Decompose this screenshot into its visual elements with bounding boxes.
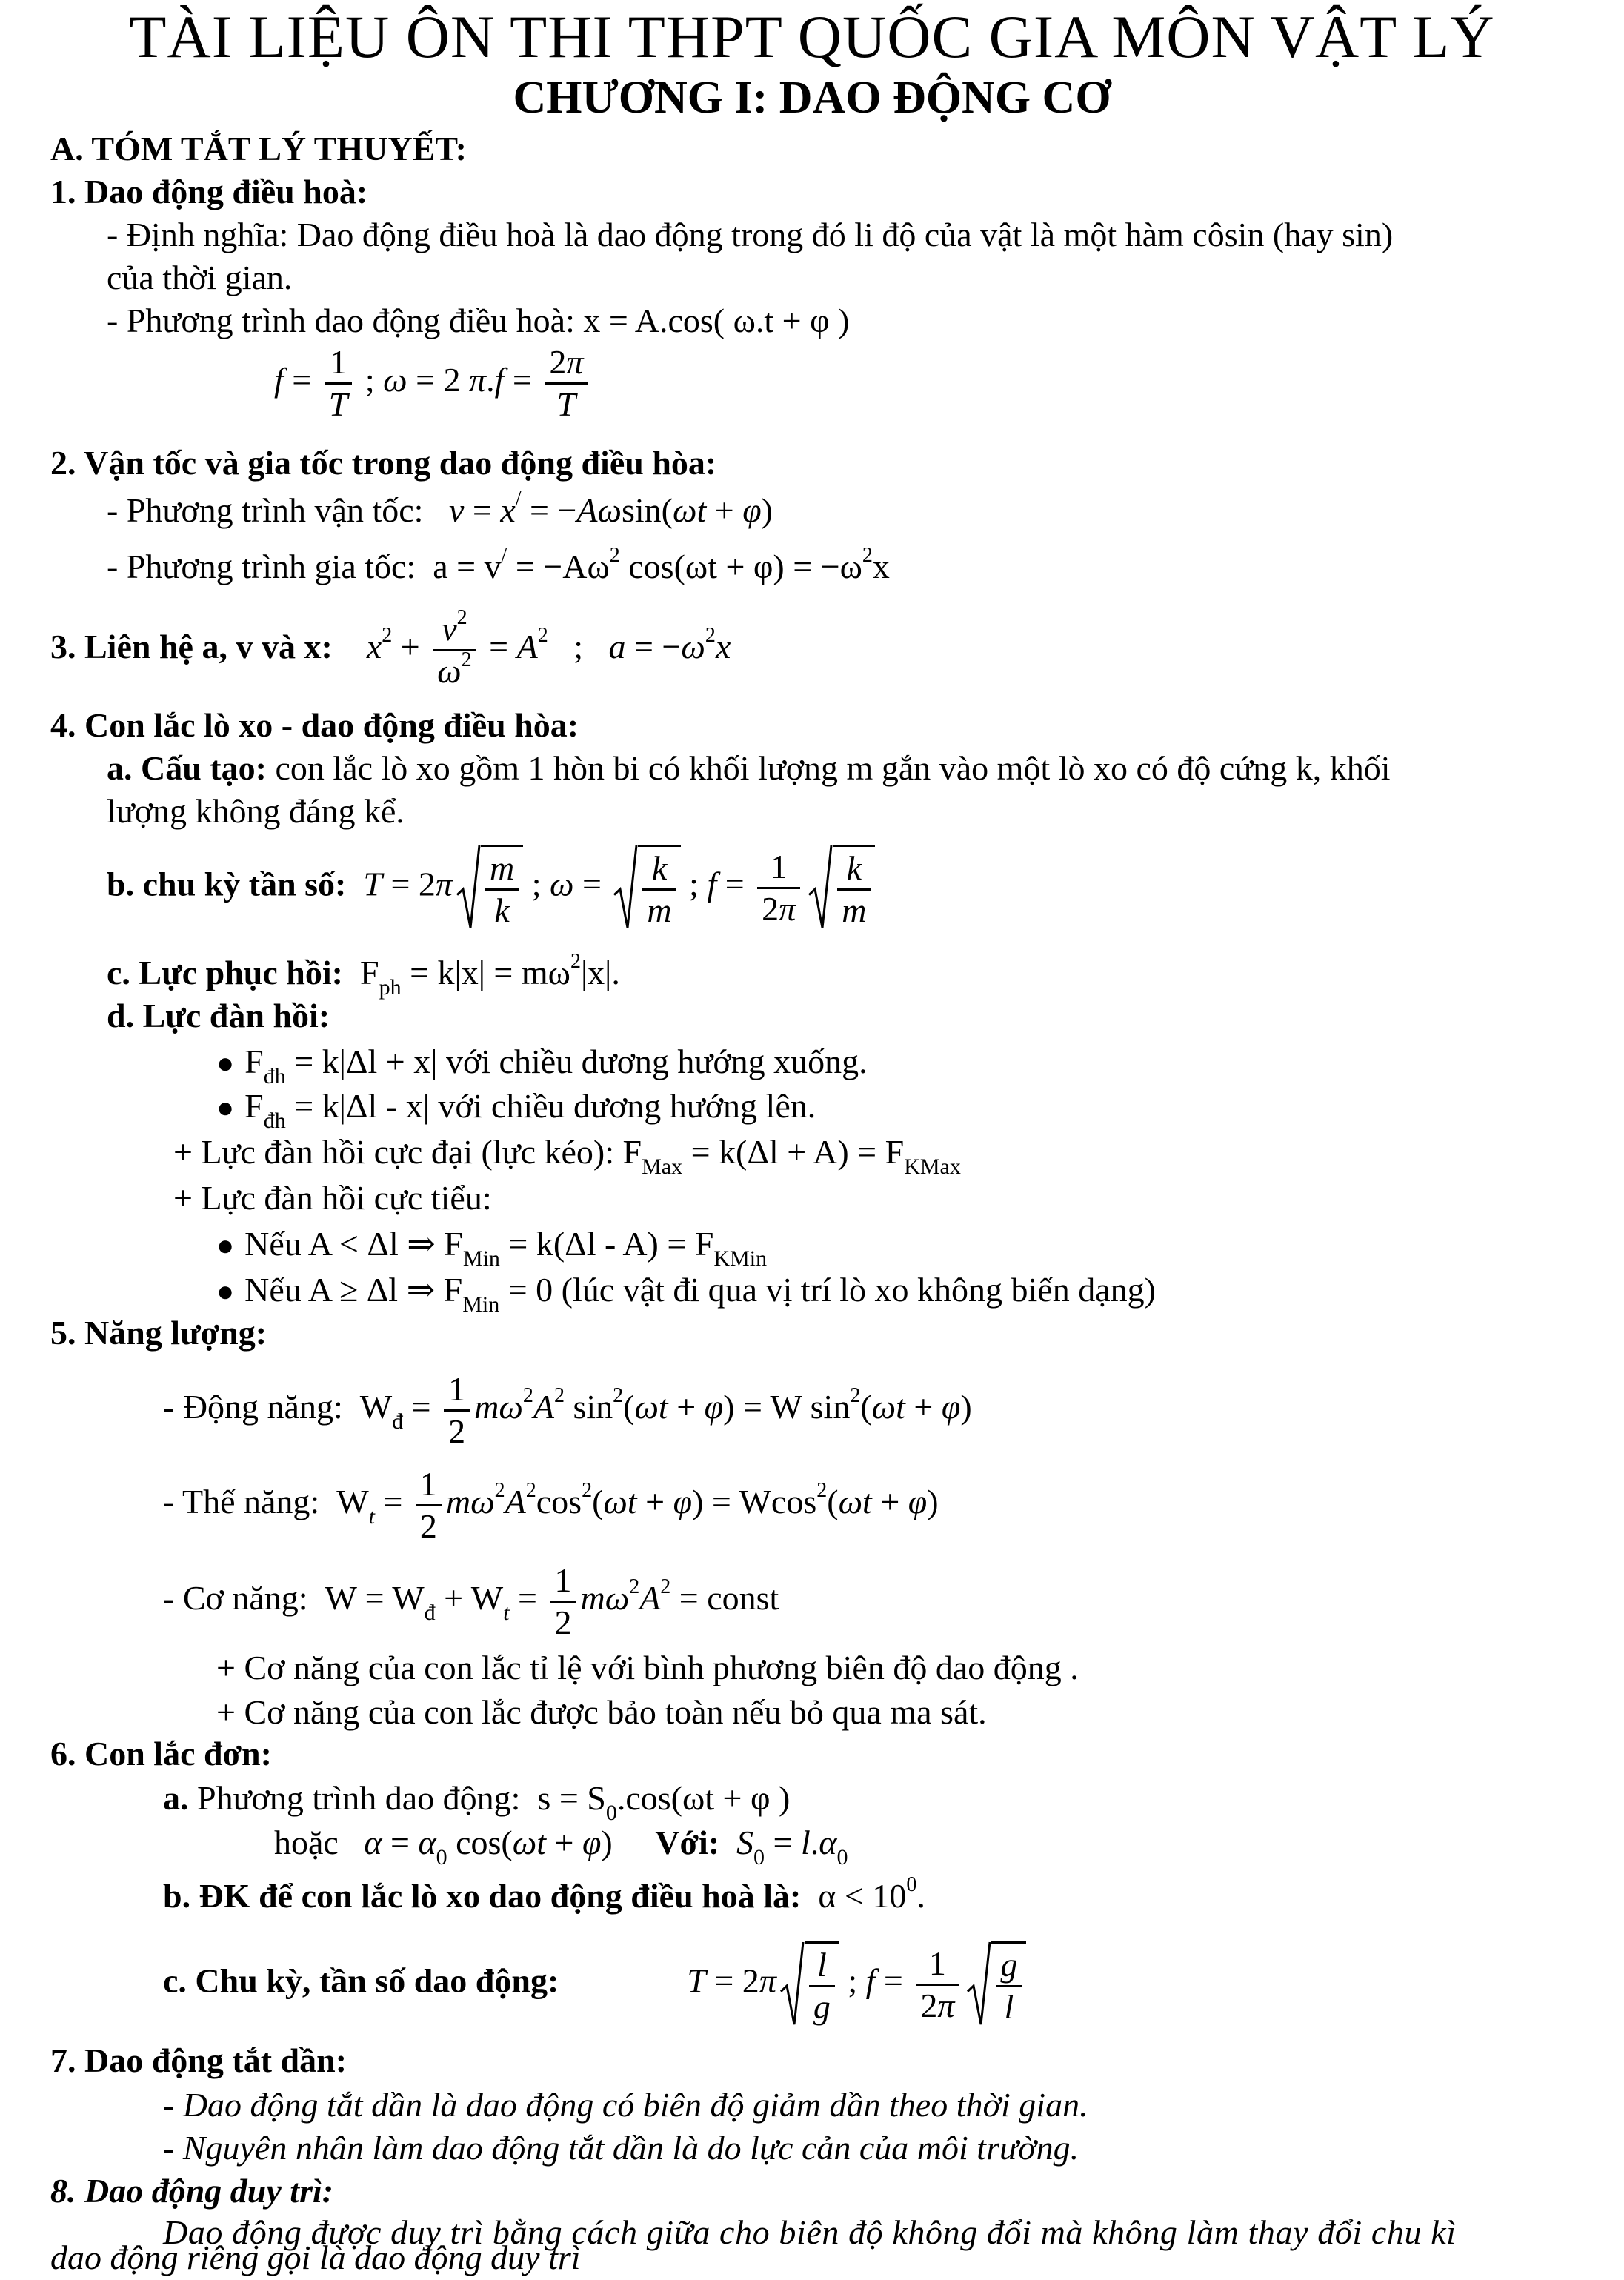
s6-a-text: Phương trình dao động:	[188, 1779, 521, 1817]
s4-d-bullet1-text: với chiều dương hướng xuống.	[437, 1043, 868, 1080]
s3-heading: 3. Liên hệ a, v và x:	[50, 628, 333, 666]
s4-min-bullet1: ● Nếu A < Δl ⇒ $F_{Min} = k(\Delta l - A) = F_{KMin}$	[216, 1225, 768, 1272]
s5-potential-line: - Thế năng: $W_t$ = $\frac{1}{2}$ $m\omega^2A^2\cos^2(\omega t + \varphi) = Wcos^2(\omega t + \varphi)$	[163, 1465, 939, 1545]
s5-mech-label: - Cơ năng:	[163, 1579, 308, 1618]
s4-min-bullet2: ● Nếu A ≥ Δl ⇒ $F_{Min} = 0$ (lúc vật đi qua vị trí lò xo không biến dạng)	[216, 1271, 1156, 1317]
s4-d-bullet1: ● $F_{đh} = k|\Delta l + x|$ với chiều dương hướng xuống.	[216, 1043, 868, 1089]
s6-b-line: b. ĐK để con lắc lò xo dao động điều hoà là: $\alpha < 10^0$.	[163, 1872, 925, 1915]
s8-line2: dao động riêng gọi là dao động duy trì	[50, 2239, 581, 2276]
s8-line1: Dao động được duy trì bằng cách giữa cho biên độ không đổi mà không làm thay đổi chu kì	[163, 2213, 1457, 2251]
s4-heading: 4. Con lắc lò xo - dao động điều hòa:	[50, 706, 579, 744]
s4-b-line: b. chu kỳ tần số: T = 2π $\frac{m}{k}$ ; ω = $\frac{k}{m}$ ; f = $\frac{1}{2\pi}$ $\frac{k}{m}$	[107, 845, 875, 931]
s3-line: 3. Liên hệ a, v và x: $x^2$ + $\frac{v^2}{\omega^2}$ = $A^2$ ; $a = -\omega^2x$	[50, 605, 731, 690]
s7-heading: 7. Dao động tắt dần:	[50, 2041, 347, 2079]
s5-heading: 5. Năng lượng:	[50, 1314, 267, 1352]
s6-with: Với:	[655, 1824, 720, 1861]
s1-heading: 1. Dao động điều hoà:	[50, 173, 368, 210]
s7-line2: - Nguyên nhân làm dao động tắt dần là do lực cản của môi trường.	[163, 2129, 1079, 2167]
s1-frequency-formula: f = $\frac{1}{T}$ ; ω = 2 π.f = $\frac{2\pi}{T}$	[274, 342, 592, 425]
s6-a-line2: hoặc $\alpha = \alpha_0$ cos(ωt + φ) Với: $S_0 = l.\alpha_0$	[274, 1824, 848, 1870]
s4-min-b1-prefix: Nếu	[244, 1225, 308, 1263]
s1-equation: - Phương trình dao động điều hoà: x = A.cos( ω.t + φ )	[107, 302, 850, 339]
s1-definition-line2: của thời gian.	[107, 259, 293, 296]
s8-heading: 8. Dao động duy trì:	[50, 2172, 334, 2210]
s5-kinetic-label: - Động năng:	[163, 1388, 343, 1426]
s6-a-label: a.	[163, 1779, 189, 1817]
s6-b-text: b. ĐK để con lắc lò xo dao động điều hoà là:	[163, 1877, 802, 1915]
s5-potential-label: - Thế năng:	[163, 1483, 320, 1521]
s7-line1: - Dao động tắt dần là dao động có biên độ giảm dần theo thời gian.	[163, 2086, 1088, 2124]
s4-d-bullet2-text: với chiều dương hướng lên.	[438, 1087, 816, 1125]
s4-a-text1: con lắc lò xo gồm 1 hòn bi có khối lượng m gắn vào một lò xo có độ cứng k, khối	[266, 749, 1391, 787]
s5-kinetic-line: - Động năng: $W_đ$ = $\frac{1}{2}$ $m\omega^2A^2$ $\sin^2(\omega t + \varphi) = W$ $\sin^2(\omega t + \varphi)$	[163, 1370, 972, 1450]
s4-a-line2: lượng không đáng kể.	[107, 792, 405, 830]
s2-heading: 2. Vận tốc và gia tốc trong dao động điều hòa:	[50, 444, 717, 482]
section-a-heading: A. TÓM TẮT LÝ THUYẾT:	[50, 130, 467, 167]
s6-c-text: c. Chu kỳ, tần số dao động:	[163, 1961, 559, 2000]
s4-min-b2-suffix: (lúc vật đi qua vị trí lò xo không biến dạng)	[553, 1271, 1156, 1309]
s2-velocity-line: - Phương trình vận tốc: v = x/ = −Aωsin(ωt + φ)	[107, 487, 773, 529]
s4-a-line1	[107, 747, 1391, 790]
s4-d-bullet2: ● $F_{đh} = k|\Delta l - x|$ với chiều dương hướng lên.	[216, 1087, 816, 1134]
chapter-title: CHƯƠNG I: DAO ĐỘNG CƠ	[513, 73, 1111, 123]
s2-accel-line: - Phương trình gia tốc: $a = v^/ = -A\omega^2$ $\cos(\omega t + \varphi) = -\omega^2x$	[107, 543, 890, 585]
s5-note1: + Cơ năng của con lắc tỉ lệ với bình phương biên độ dao động .	[216, 1649, 1079, 1686]
s5-mechanical-line: - Cơ năng: $W = W_đ + W_t$ = $\frac{1}{2}$ $m\omega^2A^2$ = const	[163, 1561, 779, 1641]
s4-c-line: c. Lực phục hồi: $F_{ph} = k|x| = m\omega^2|x|$.	[107, 949, 620, 1000]
s4-b-label: b. chu kỳ tần số:	[107, 865, 347, 903]
s1-definition-line1: - Định nghĩa: Dao động điều hoà là dao động trong đó li độ của vật là một hàm côsin (hay sin)	[107, 216, 1394, 253]
s2-accel-label: - Phương trình gia tốc:	[107, 548, 416, 585]
s5-note2: + Cơ năng của con lắc được bảo toàn nếu bỏ qua ma sát.	[216, 1693, 987, 1731]
s6-c-line: c. Chu kỳ, tần số dao động: T = 2π $\frac{l}{g}$ ; f = $\frac{1}{2\pi}$ $\frac{g}{l}$	[163, 1941, 1026, 2027]
document-title: TÀI LIỆU ÔN THI THPT QUỐC GIA MÔN VẬT LÝ	[129, 3, 1495, 70]
s4-a-label: a. Cấu tạo:	[107, 749, 267, 787]
s4-max-force-label: + Lực đàn hồi cực đại (lực kéo):	[173, 1133, 623, 1171]
s4-min-force-line: + Lực đàn hồi cực tiểu:	[173, 1179, 492, 1217]
s4-d-label: d. Lực đàn hồi:	[107, 997, 330, 1034]
s6-or: hoặc	[274, 1824, 339, 1861]
s4-max-force-line: + Lực đàn hồi cực đại (lực kéo): $F_{Max} = k(\Delta l + A) = F_{KMax}$	[173, 1133, 961, 1180]
s4-c-label: c. Lực phục hồi:	[107, 954, 343, 991]
s6-a-line: a. Phương trình dao động: $s = S_0.\cos(\omega t + \varphi$ )	[163, 1779, 791, 1826]
s4-min-b2-prefix: Nếu	[244, 1271, 308, 1309]
s2-velocity-label: - Phương trình vận tốc:	[107, 491, 424, 529]
s6-heading: 6. Con lắc đơn:	[50, 1735, 272, 1772]
